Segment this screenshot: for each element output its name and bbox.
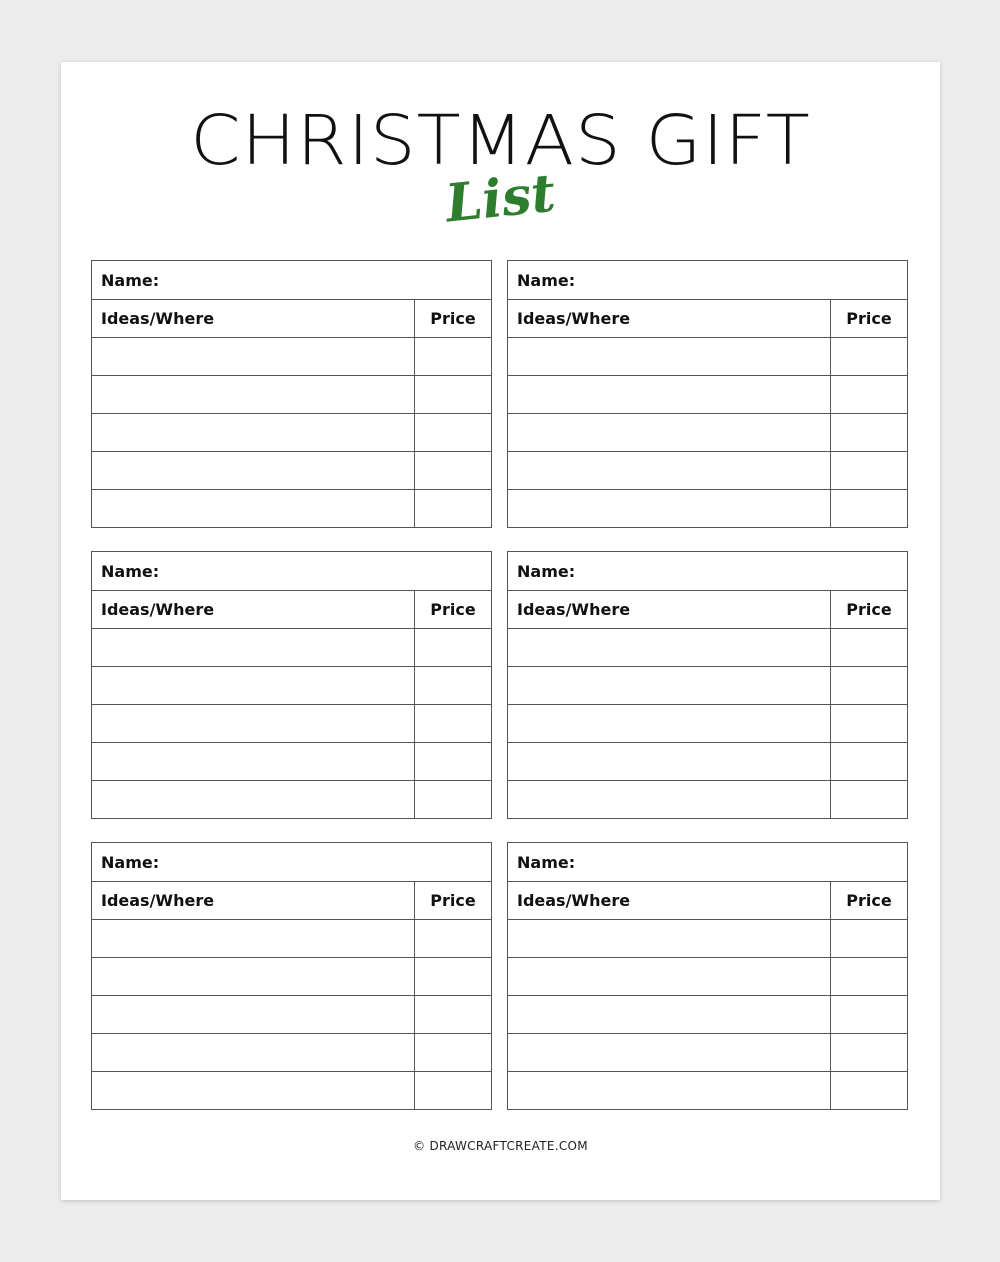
price-header: Price (430, 891, 476, 910)
header-row (92, 590, 491, 628)
gift-block (507, 260, 908, 528)
price-cell[interactable] (831, 920, 907, 957)
gift-entry-row (92, 666, 491, 704)
ideas-where-header: Ideas/Where (508, 882, 831, 919)
idea-cell[interactable] (92, 376, 415, 413)
gift-entry-row (92, 742, 491, 780)
gift-entry-row (508, 628, 907, 666)
price-cell[interactable] (831, 452, 907, 489)
idea-cell[interactable] (508, 705, 831, 742)
gift-block (91, 842, 492, 1110)
name-label: Name: (517, 852, 576, 872)
name-label: Name: (101, 561, 160, 581)
name-label: Name: (517, 561, 576, 581)
gift-entry-row (92, 413, 491, 451)
name-label: Name: (517, 270, 576, 290)
idea-cell[interactable] (92, 781, 415, 818)
name-row[interactable] (508, 552, 907, 590)
gift-entry-row (92, 337, 491, 375)
price-cell[interactable] (831, 414, 907, 451)
price-cell[interactable] (415, 920, 491, 957)
price-cell[interactable] (415, 629, 491, 666)
gift-entry-row (508, 375, 907, 413)
ideas-where-header: Ideas/Where (92, 882, 415, 919)
price-cell[interactable] (415, 958, 491, 995)
ideas-where-header: Ideas/Where (92, 300, 415, 337)
idea-cell[interactable] (92, 958, 415, 995)
ideas-where-header: Ideas/Where (508, 591, 831, 628)
gift-list-sheet (61, 62, 940, 1200)
price-cell[interactable] (415, 1034, 491, 1071)
gift-entry-row (508, 780, 907, 818)
gift-entry-row (92, 704, 491, 742)
idea-cell[interactable] (92, 996, 415, 1033)
gift-entry-row (92, 1071, 491, 1109)
idea-cell[interactable] (92, 490, 415, 527)
gift-block (507, 842, 908, 1110)
gift-entry-row (508, 489, 907, 527)
name-row[interactable] (92, 552, 491, 590)
idea-cell[interactable] (508, 490, 831, 527)
idea-cell[interactable] (508, 1034, 831, 1071)
idea-cell[interactable] (508, 414, 831, 451)
gift-entry-row (508, 704, 907, 742)
name-row[interactable] (508, 261, 907, 299)
gift-entry-row (508, 957, 907, 995)
gift-entry-row (508, 919, 907, 957)
idea-cell[interactable] (508, 452, 831, 489)
price-header: Price (846, 600, 892, 619)
gift-entry-row (92, 451, 491, 489)
price-cell[interactable] (415, 743, 491, 780)
price-cell[interactable] (831, 958, 907, 995)
gift-entry-row (508, 451, 907, 489)
price-cell[interactable] (415, 376, 491, 413)
price-cell[interactable] (415, 705, 491, 742)
ideas-where-header: Ideas/Where (508, 300, 831, 337)
page-title: CHRISTMAS GIFT (190, 100, 811, 180)
idea-cell[interactable] (92, 1072, 415, 1109)
idea-cell[interactable] (508, 1072, 831, 1109)
gift-entry-row (508, 1071, 907, 1109)
price-cell[interactable] (831, 667, 907, 704)
page-subtitle: List (442, 162, 559, 235)
name-row[interactable] (92, 261, 491, 299)
idea-cell[interactable] (92, 629, 415, 666)
gift-entry-row (508, 666, 907, 704)
idea-cell[interactable] (92, 452, 415, 489)
price-cell[interactable] (831, 1034, 907, 1071)
name-row[interactable] (92, 843, 491, 881)
price-header: Price (430, 600, 476, 619)
price-header: Price (846, 309, 892, 328)
idea-cell[interactable] (508, 743, 831, 780)
price-cell[interactable] (831, 376, 907, 413)
header-row (508, 590, 907, 628)
idea-cell[interactable] (92, 414, 415, 451)
gift-entry-row (92, 995, 491, 1033)
gift-block (507, 551, 908, 819)
price-cell[interactable] (831, 1072, 907, 1109)
gift-entry-row (508, 995, 907, 1033)
gift-entry-row (92, 489, 491, 527)
gift-entry-row (92, 375, 491, 413)
price-cell[interactable] (831, 996, 907, 1033)
name-label: Name: (101, 270, 160, 290)
price-cell[interactable] (415, 781, 491, 818)
header-row (92, 299, 491, 337)
idea-cell[interactable] (508, 338, 831, 375)
idea-cell[interactable] (508, 920, 831, 957)
price-cell[interactable] (831, 705, 907, 742)
gift-entry-row (508, 413, 907, 451)
name-row[interactable] (508, 843, 907, 881)
price-header: Price (430, 309, 476, 328)
price-cell[interactable] (831, 629, 907, 666)
price-cell[interactable] (415, 452, 491, 489)
price-cell[interactable] (415, 490, 491, 527)
ideas-where-header: Ideas/Where (92, 591, 415, 628)
idea-cell[interactable] (92, 338, 415, 375)
header-row (508, 299, 907, 337)
idea-cell[interactable] (92, 743, 415, 780)
price-cell[interactable] (415, 1072, 491, 1109)
idea-cell[interactable] (92, 1034, 415, 1071)
idea-cell[interactable] (92, 705, 415, 742)
price-cell[interactable] (415, 996, 491, 1033)
gift-entry-row (92, 919, 491, 957)
gift-entry-row (508, 742, 907, 780)
gift-block (91, 260, 492, 528)
idea-cell[interactable] (508, 996, 831, 1033)
copyright-footer: © DRAWCRAFTCREATE.COM (413, 1139, 588, 1153)
idea-cell[interactable] (508, 958, 831, 995)
idea-cell[interactable] (508, 781, 831, 818)
gift-entry-row (508, 1033, 907, 1071)
price-cell[interactable] (415, 338, 491, 375)
gift-entry-row (92, 780, 491, 818)
idea-cell[interactable] (92, 920, 415, 957)
price-cell[interactable] (831, 490, 907, 527)
price-header: Price (846, 891, 892, 910)
gift-entry-row (92, 1033, 491, 1071)
gift-entry-row (92, 628, 491, 666)
name-label: Name: (101, 852, 160, 872)
gift-entry-row (92, 957, 491, 995)
idea-cell[interactable] (508, 629, 831, 666)
idea-cell[interactable] (508, 376, 831, 413)
price-cell[interactable] (831, 781, 907, 818)
idea-cell[interactable] (508, 667, 831, 704)
header-row (92, 881, 491, 919)
price-cell[interactable] (415, 667, 491, 704)
gift-block (91, 551, 492, 819)
idea-cell[interactable] (92, 667, 415, 704)
price-cell[interactable] (831, 743, 907, 780)
price-cell[interactable] (831, 338, 907, 375)
header-row (508, 881, 907, 919)
gift-entry-row (508, 337, 907, 375)
price-cell[interactable] (415, 414, 491, 451)
